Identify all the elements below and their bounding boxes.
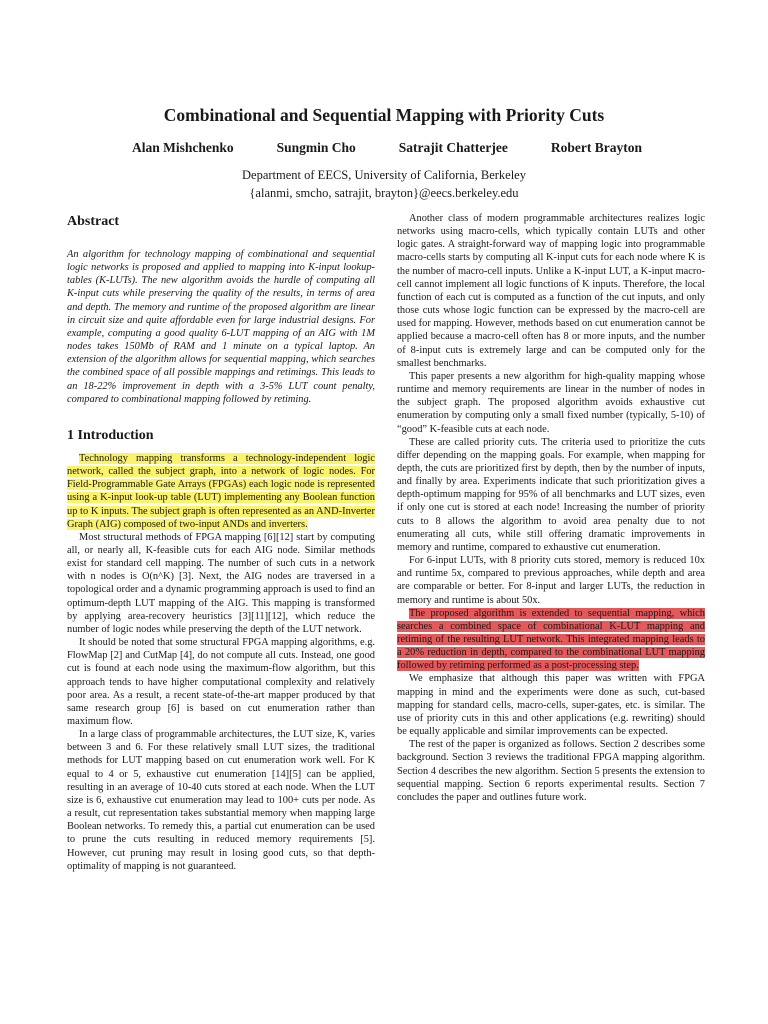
author-name: Robert Brayton (550, 140, 642, 155)
left-column (67, 212, 375, 873)
introduction-heading: 1 Introduction (67, 427, 154, 443)
body-paragraph: This paper presents a new algorithm for high-quality mapping whose runtime and memory requirements are linear in the number of nodes in the subject graph. The proposed algorithm avoids exhaustive cut enumeration by computing only a small fixed number (typically, 5-10) of “good” K-feasible cuts at each node. (397, 370, 705, 435)
author-list (132, 139, 642, 157)
intro-paragraph: In a large class of programmable architectures, the LUT size, K, varies between 3 and 6. For these relatively small LUT sizes, the traditional methods for LUT mapping based on cut enumeration work well. For K equal to 4 or 5, exhaustive cut enumeration [14][5] can be applied, resulting in an average of 10-40 cuts stored at each node. When the LUT size is 6, exhaustive cut enumeration may lead to 100+ cuts per node. As a result, cut representation takes substantial memory when mapping large Boolean networks. To remedy this, a partial cut enumeration can be used to prune the cuts resulting in reduced memory requirements [5]. However, cut pruning may result in losing good cuts, so that depth-optimality of mapping is not guaranteed. (67, 729, 375, 872)
author-emails: {alanmi, smcho, satrajit, brayton}@eecs.berkeley.edu (249, 186, 519, 200)
body-paragraph: Another class of modern programmable architectures realizes logic networks using macro-cells, which typically contain LUTs and other logic gates. A straight-forward way of mapping logic into programmable macro-cells starts by computing all K-input cuts for each node where K is the number of macro-cell inputs. Unlike a K-input LUT, a K-input macro-cell cannot implement all logic functions of K inputs. Therefore, the local function of each cut is computed as a function of the cut inputs, and only those cuts whose logic function can be expressed by the macro-cell are used for mapping. However, methods based on cut enumeration cannot be applied because a macro-cell often has 8 or more inputs, and the number of 8-input cuts is extremely large and can be computed only for the smallest benchmarks. (397, 213, 705, 369)
right-column (397, 212, 705, 804)
author-name: Satrajit Chatterjee (398, 140, 508, 155)
red-highlight: The proposed algorithm is extended to sequential mapping, which searches a combined space of combinational K-LUT mapping and retiming of the resulting LUT network. This integrated mapping leads to a 20% reduction in depth, compared to the combinational LUT mapping followed by retiming performed as a post-processing step. (397, 607, 705, 672)
body-paragraph: For 6-input LUTs, with 8 priority cuts stored, memory is reduced 10x and runtime 5x, compared to previous approaches, while depth and area are comparable or better. For 8-input and larger LUTs, the reduction in memory and runtime is about 50x. (397, 555, 705, 606)
yellow-highlight: Technology mapping transforms a technology-independent logic network, called the subject graph, into a network of logic nodes. For Field-Programmable Gate Arrays (FPGAs) each logic node is represented using a K-input look-up table (LUT) implementing any Boolean function up to K inputs. The subject graph is often represented as an AND-Inverter Graph (AIG) composed of two-input ANDs and inverters. (67, 452, 375, 530)
abstract-heading: Abstract (67, 214, 120, 229)
body-paragraph-highlighted (397, 607, 705, 673)
body-paragraph: The rest of the paper is organized as follows. Section 2 describes some background. Section 3 reviews the traditional FPGA mapping algorithm. Section 4 describes the new algorithm. Section 5 presents the extension to sequential mapping. Section 6 reports experimental results. Section 7 concludes the paper and outlines future work. (397, 739, 705, 803)
body-paragraph: These are called priority cuts. The criteria used to prioritize the cuts differ depending on the mapping goals. For example, when mapping for depth, the cuts are prioritized first by depth, then by the number of inputs, and finally by area. Experiments indicate that such prioritization gives a depth-optimum mapping for 95% of all benchmarks and LUT sizes, even if only one cut is stored at each node! Increasing the number of priority cuts to 8 allows the algorithm to avoid area penalty due to not enumerating all cuts, while still offering dramatic improvements in memory and runtime, compared to exhaustive cut enumeration. (397, 436, 705, 553)
intro-paragraph: Most structural methods of FPGA mapping [6][12] start by computing all, or nearly all, K-feasible cuts for each AIG node. Similar methods exist for standard cell mapping. The number of such cuts in a network with n nodes is O(n^K) [3]. Next, the AIG nodes are traversed in a topological order and a dynamic programming approach is used to find an optimum-depth LUT mapping of the AIG. This mapping is transformed by applying area-recovery heuristics [3][11][12], which reduce the number of logic nodes while preserving the depth of the LUT network. (67, 531, 375, 635)
affiliation-block (0, 166, 768, 202)
author-name: Sungmin Cho (276, 140, 356, 155)
affiliation: Department of EECS, University of California, Berkeley (242, 168, 526, 182)
abstract-text: An algorithm for technology mapping of combinational and sequential logic networks is proposed and applied to mapping into K-input lookup-tables (K-LUTs). The new algorithm avoids the hurdle of computing all K-input cuts while preserving the quality of the results, in terms of area and depth. The memory and runtime of the proposed algorithm are linear in circuit size and quite affordable even for large industrial designs. For example, computing a good quality 6-LUT mapping of an AIG with 1M nodes takes 150Mb of RAM and 1 minute on a typical laptop. An extension of the algorithm allows for sequential mapping, which searches the combined space of all possible mappings and retimings. This leads to an 18-22% improvement in depth with a 3-5% LUT count penalty, compared to combinational mapping followed by retiming. (67, 249, 375, 405)
intro-paragraph: It should be noted that some structural FPGA mapping algorithms, e.g. FlowMap [2] and CutMap [4], do not compute all cuts. Instead, one good cut is found at each node using the maximum-flow algorithm, but this approach tends to have higher computational complexity and relatively poor area. As a result, a recent state-of-the-art mapper produced by that same research group [6] is based on cut enumeration rather than maximum flow. (67, 637, 375, 727)
intro-paragraph-highlighted (67, 452, 375, 531)
paper-title: Combinational and Sequential Mapping with Priority Cuts (163, 105, 605, 125)
author-name: Alan Mishchenko (132, 140, 234, 155)
body-paragraph: We emphasize that although this paper was written with FPGA mapping in mind and the experiments were done as such, cut-based mapping for standard cells, macro-cells, super-gates, etc. is similar. The use of priority cuts in this and other applications (e.g. rewriting) should be equally applicable and similar improvements can be expected. (397, 673, 705, 738)
